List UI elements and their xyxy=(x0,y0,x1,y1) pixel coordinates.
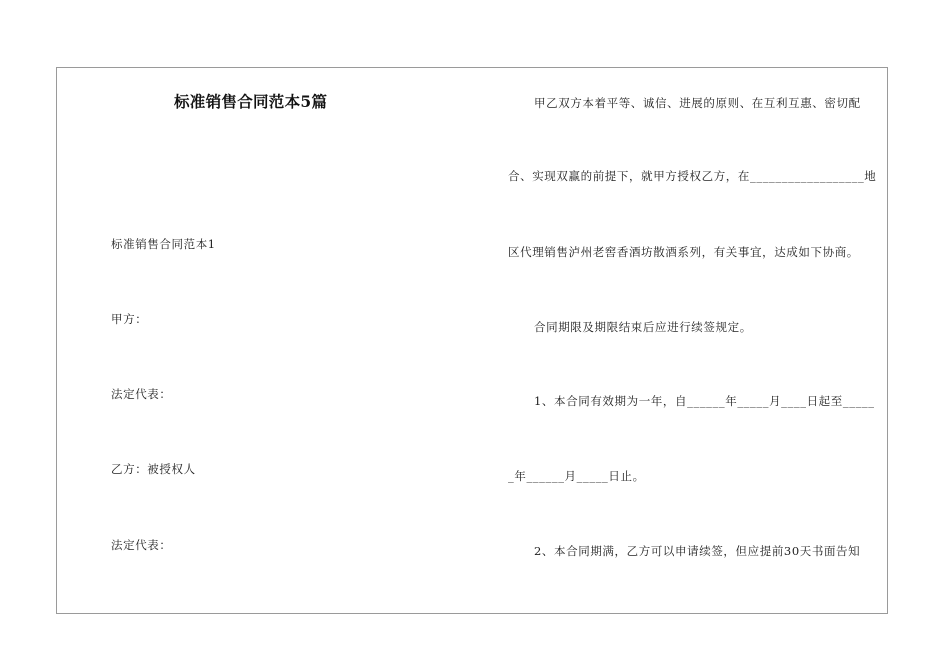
paragraph-line: 合同期限及期限结束后应进行续签规定。 xyxy=(534,320,752,334)
paragraph-line: 1、本合同有效期为一年，自______年_____月____日起至_____ xyxy=(534,394,875,408)
contract-subtitle: 标准销售合同范本1 xyxy=(111,237,216,251)
paragraph-line: 区代理销售泸州老窖香酒坊散酒系列，有关事宜，达成如下协商。 xyxy=(508,245,859,259)
legal-rep-label-a: 法定代表： xyxy=(111,387,172,401)
paragraph-line: 甲乙双方本着平等、诚信、进展的原则、在互利互惠、密切配 xyxy=(534,96,861,110)
document-title: 标准销售合同范本5篇 xyxy=(174,92,328,111)
legal-rep-label-b: 法定代表： xyxy=(111,538,172,552)
paragraph-line: 2、本合同期满，乙方可以申请续签，但应提前30天书面告知 xyxy=(534,544,861,558)
party-b-label: 乙方：被授权人 xyxy=(111,462,196,476)
document-page xyxy=(56,67,888,614)
party-a-label: 甲方： xyxy=(111,312,148,326)
paragraph-line: _年______月_____日止。 xyxy=(508,469,645,483)
paragraph-line: 合、实现双赢的前提下，就甲方授权乙方，在__________________地 xyxy=(508,169,877,183)
